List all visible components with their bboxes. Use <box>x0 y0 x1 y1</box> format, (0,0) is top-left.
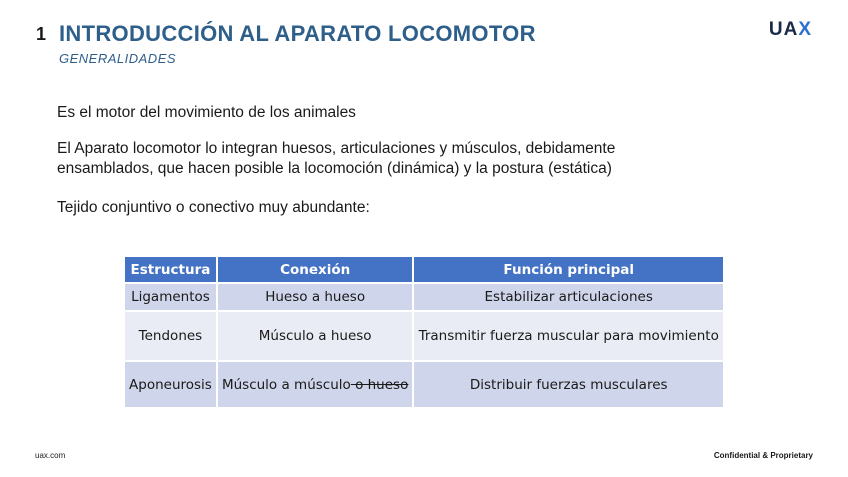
cell-funcion: Transmitir fuerza muscular para movimiento <box>413 311 723 361</box>
logo-accent: X <box>798 19 812 40</box>
cell-funcion: Estabilizar articulaciones <box>413 283 723 311</box>
header-conexion: Conexión <box>217 257 414 283</box>
table-row <box>125 311 723 361</box>
paragraph-tejido-conjuntivo: Tejido conjuntivo o conectivo muy abundante: <box>57 199 370 216</box>
table-row <box>125 283 723 311</box>
cell-estructura: Tendones <box>125 311 217 361</box>
conexion-struck-text: o hueso <box>350 376 409 393</box>
cell-conexion: Músculo a hueso <box>217 311 414 361</box>
header-estructura: Estructura <box>125 257 217 283</box>
slide-number: 1 <box>36 24 47 44</box>
structures-table <box>125 257 723 407</box>
table-row <box>125 361 723 407</box>
cell-conexion: Hueso a hueso <box>217 283 414 311</box>
page-subtitle: GENERALIDADES <box>59 51 177 66</box>
cell-funcion: Distribuir fuerzas musculares <box>413 361 723 407</box>
footer-website: uax.com <box>35 451 66 460</box>
table-header-row <box>125 257 723 283</box>
cell-estructura: Aponeurosis <box>125 361 217 407</box>
footer-confidential: Confidential & Proprietary <box>713 451 813 460</box>
header-funcion: Función principal <box>413 257 723 283</box>
conexion-text: Músculo a músculo <box>221 376 351 393</box>
uax-logo <box>769 19 812 41</box>
cell-estructura: Ligamentos <box>125 283 217 311</box>
paragraph-motor: Es el motor del movimiento de los animales <box>57 104 356 121</box>
logo-main: UA <box>768 19 799 40</box>
cell-conexion <box>217 361 414 407</box>
paragraph-aparato-locomotor: El Aparato locomotor lo integran huesos, articulaciones y músculos, debidamente ensamblados, que hacen posible la locomoción (dinámica) y la postura (estática) <box>57 140 616 177</box>
page-title: INTRODUCCIÓN AL APARATO LOCOMOTOR <box>59 21 536 46</box>
